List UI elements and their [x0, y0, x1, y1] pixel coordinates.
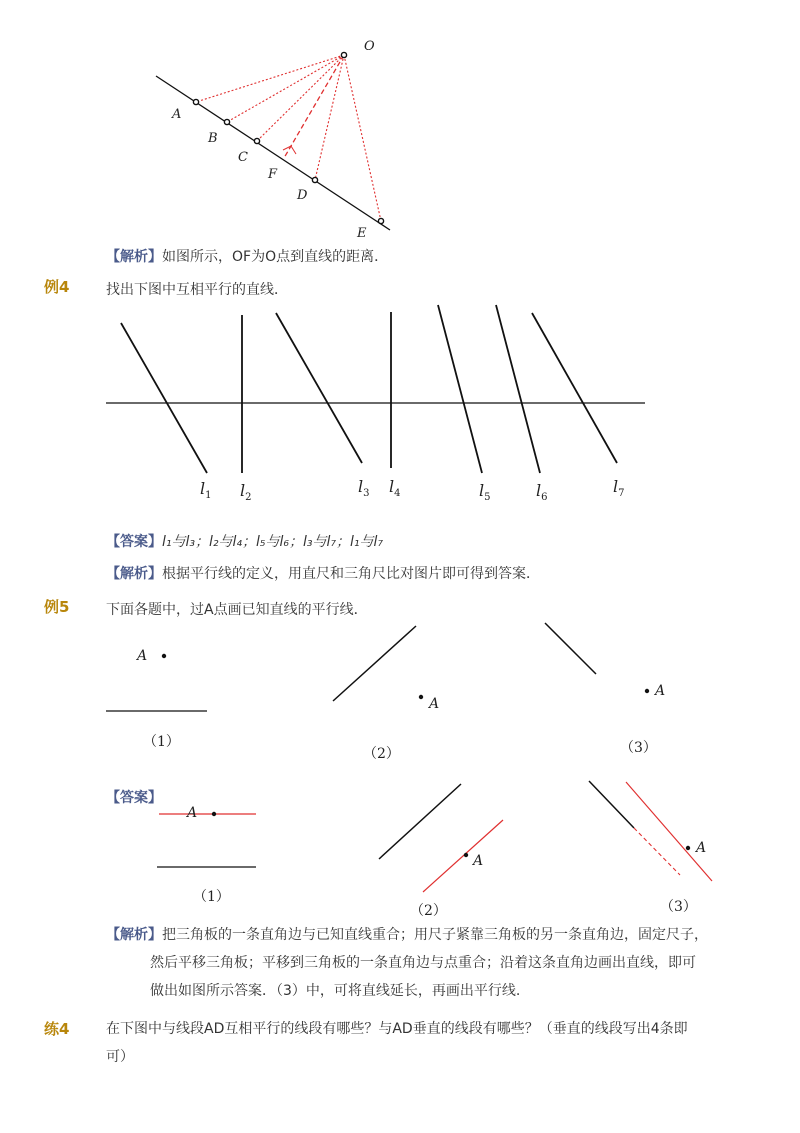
dotted-segments: [196, 55, 381, 221]
answer-fig-2: [379, 784, 503, 919]
line-l3: [276, 313, 362, 463]
svg-text:A: A: [655, 683, 666, 699]
base-line: [156, 76, 390, 230]
svg-text:l5: $l_5$: [479, 481, 491, 503]
example-4-question: 找出下图中互相平行的直线．: [106, 282, 288, 298]
label-D: D: [297, 188, 308, 203]
svg-text:l7: $l_7$: [613, 477, 625, 499]
svg-text:（1）: （1）: [193, 889, 230, 905]
label-E: E: [357, 226, 367, 241]
svg-text:（2）: （2）: [410, 903, 447, 919]
line-l5: [438, 305, 482, 473]
svg-text:l3: $l_3$: [358, 477, 370, 499]
perpendicular-segment: [284, 55, 344, 158]
svg-text:（3）: （3）: [660, 899, 697, 915]
svg-text:l4: $l_4$: [389, 477, 401, 499]
right-angle-mark: [283, 146, 296, 154]
practice-4-question: [106, 1015, 786, 1071]
analysis-text: 根据平行线的定义，用直尺和三角尺比对图片即可得到答案．: [162, 566, 540, 582]
svg-text:A: A: [429, 696, 440, 712]
line-l1: [121, 323, 207, 473]
answer-tag: 【答案】: [106, 534, 162, 550]
label-O: O: [364, 39, 375, 54]
svg-text:（1）: （1）: [143, 734, 180, 750]
parallel-lines-figure: [0, 300, 800, 515]
question-fig-2: [333, 626, 439, 762]
svg-text:l2: $l_2$: [240, 481, 252, 503]
analysis-tag: 【解析】: [106, 566, 162, 582]
practice-line-2: 可）: [106, 1049, 134, 1065]
label-F: F: [268, 167, 278, 182]
svg-text:l6: $l_6$: [536, 481, 548, 503]
example-5-analysis: [106, 920, 786, 1005]
svg-text:（3）: （3）: [620, 740, 657, 756]
analysis-line-3: 做出如图所示答案．（3）中，可将直线延长，再画出平行线.: [150, 983, 521, 999]
analysis-tag: 【解析】: [106, 249, 162, 265]
svg-text:A: A: [473, 853, 484, 869]
example-5-question: 下面各题中，过A点画已知直线的平行线．: [106, 602, 368, 618]
label-A: A: [172, 107, 182, 122]
line-labels: [200, 477, 625, 503]
parallel-construction-figure: [0, 615, 800, 935]
example-5-label: 例5: [44, 598, 70, 616]
analysis-1: [106, 242, 388, 271]
question-fig-3: [545, 623, 665, 756]
distance-figure: [0, 0, 800, 245]
label-C: C: [238, 150, 248, 165]
svg-text:A: A: [187, 805, 198, 821]
analysis-tag: 【解析】: [106, 927, 162, 943]
question-fig-1: [106, 648, 207, 750]
analysis-line-2: 然后平移三角板；平移到三角板的一条直角边与点重合；沿着这条直角边画出直线，即可: [150, 955, 696, 971]
practice-4-label: 练4: [44, 1020, 70, 1038]
svg-text:l1: $l_1$: [200, 479, 212, 501]
analysis-line-1: 把三角板的一条直角边与已知直线重合；用尺子紧靠三角板的另一条直角边，固定尺子，: [162, 927, 708, 943]
answer-fig-3: [589, 781, 712, 915]
line-l6: [496, 305, 540, 473]
example-4-analysis: [106, 559, 540, 588]
answer-text: l₁与l₃；l₂与l₄；l₅与l₆；l₃与l₇；l₁与l₇: [162, 534, 384, 550]
line-l7: [532, 313, 617, 463]
svg-text:（2）: （2）: [363, 746, 400, 762]
label-B: B: [208, 131, 218, 146]
svg-text:A: A: [696, 840, 707, 856]
analysis-text: 如图所示，OF为O点到直线的距离．: [162, 249, 389, 265]
example-4-label: 例4: [44, 278, 70, 296]
svg-text:A: A: [137, 648, 148, 664]
practice-line-1: 在下图中与线段AD互相平行的线段有哪些？与AD垂直的线段有哪些？（垂直的线段写出4条即: [106, 1021, 688, 1037]
example-4-answer: [106, 527, 383, 556]
points: [193, 52, 383, 223]
answer-fig-1: [157, 805, 256, 905]
answer-tag: 【答案】: [106, 790, 162, 806]
